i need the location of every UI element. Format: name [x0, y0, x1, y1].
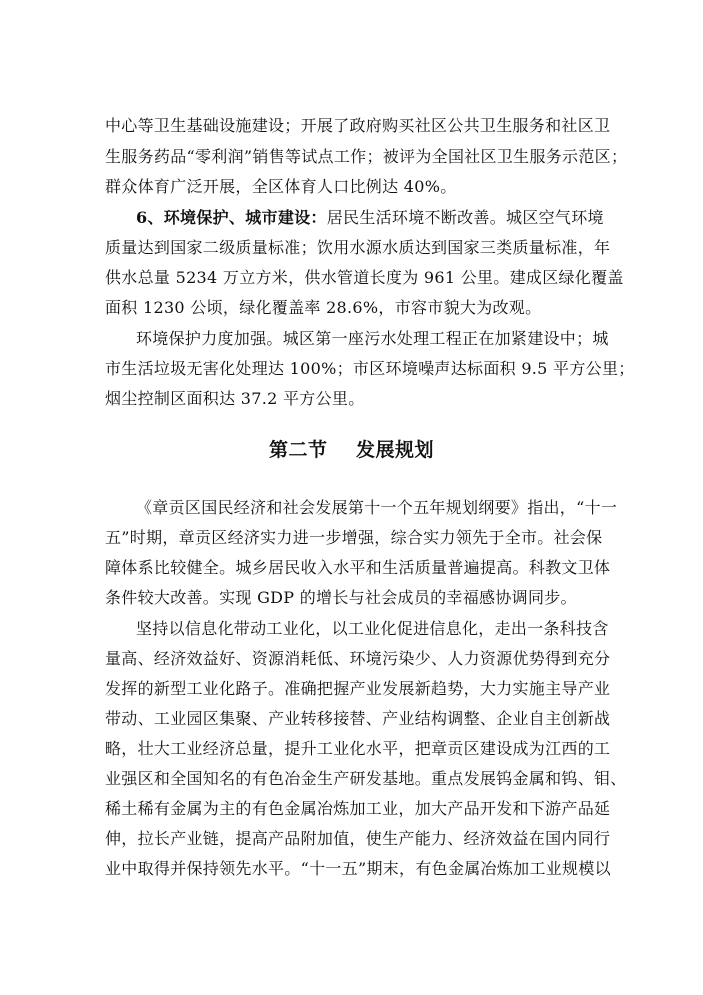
text-line: 环境保护力度加强。城区第一座污水处理工程正在加紧建设中；城: [136, 329, 609, 348]
text-line: 中心等卫生基础设施建设；开展了政府购买社区公共卫生服务和社区卫: [105, 116, 611, 135]
text-line: 伸，拉长产业链，提高产品附加值，使生产能力、经济效益在国内同行: [105, 829, 611, 848]
text-line: 业强区和全国知名的有色冶金生产研发基地。重点发展钨金属和钨、钼、: [105, 769, 627, 788]
text-line: 生服务药品“零利润”销售等试点工作；被评为全国社区卫生服务示范区；: [105, 147, 628, 166]
text-line: 面积 1230 公顷，绿化覆盖率 28.6%，市容市貌大为改观。: [105, 298, 542, 317]
text-line: 群众体育广泛开展，全区体育人口比例达 40%。: [105, 177, 457, 196]
text-line: 稀土稀有金属为主的有色金属冶炼加工业，加大产品开发和下游产品延: [105, 799, 611, 818]
text-line: 障体系比较健全。城乡居民收入水平和生活质量普遍提高。科教文卫体: [105, 558, 611, 577]
text-line: 条件较大改善。实现 GDP 的增长与社会成员的幸福感协调同步。: [105, 588, 577, 607]
text-line: 业中取得并保持领先水平。“十一五”期末，有色金属冶炼加工业规模以: [105, 859, 611, 878]
text-line: 略，壮大工业经济总量，提升工业化水平，把章贡区建设成为江西的工: [105, 739, 611, 758]
text-line: 供水总量 5234 万立方米，供水管道长度为 961 公里。建成区绿化覆盖: [105, 268, 624, 287]
env-paragraph-first-line: [136, 207, 604, 229]
text-line: 烟尘控制区面积达 37.2 平方公里。: [105, 389, 365, 408]
env-paragraph-label: 6、环境保护、城市建设：: [136, 208, 327, 227]
text-line: 质量达到国家二级质量标准；饮用水源水质达到国家三类质量标准，年: [105, 238, 611, 257]
text-line: 量高、经济效益好、资源消耗低、环境污染少、人力资源优势得到充分: [105, 649, 611, 668]
text-line: 坚持以信息化带动工业化，以工业化促进信息化，走出一条科技含: [136, 619, 609, 638]
text-line: 发挥的新型工业化路子。准确把握产业发展新趋势，大力实施主导产业: [105, 679, 611, 698]
text-line: 《章贡区国民经济和社会发展第十一个五年规划纲要》指出，“十一: [136, 498, 618, 517]
text-line: 五”时期，章贡区经济实力进一步增强，综合实力领先于全市。社会保: [105, 528, 603, 547]
section-heading: 第二节 发展规划: [269, 439, 434, 461]
text-line: 带动、工业园区集聚、产业转移接替、产业结构调整、企业自主创新战: [105, 709, 611, 728]
text-line: 市生活垃圾无害化处理达 100%；市区环境噪声达标面积 9.5 平方公里；: [105, 359, 635, 378]
env-paragraph-first-text: 居民生活环境不断改善。城区空气环境: [326, 208, 604, 227]
